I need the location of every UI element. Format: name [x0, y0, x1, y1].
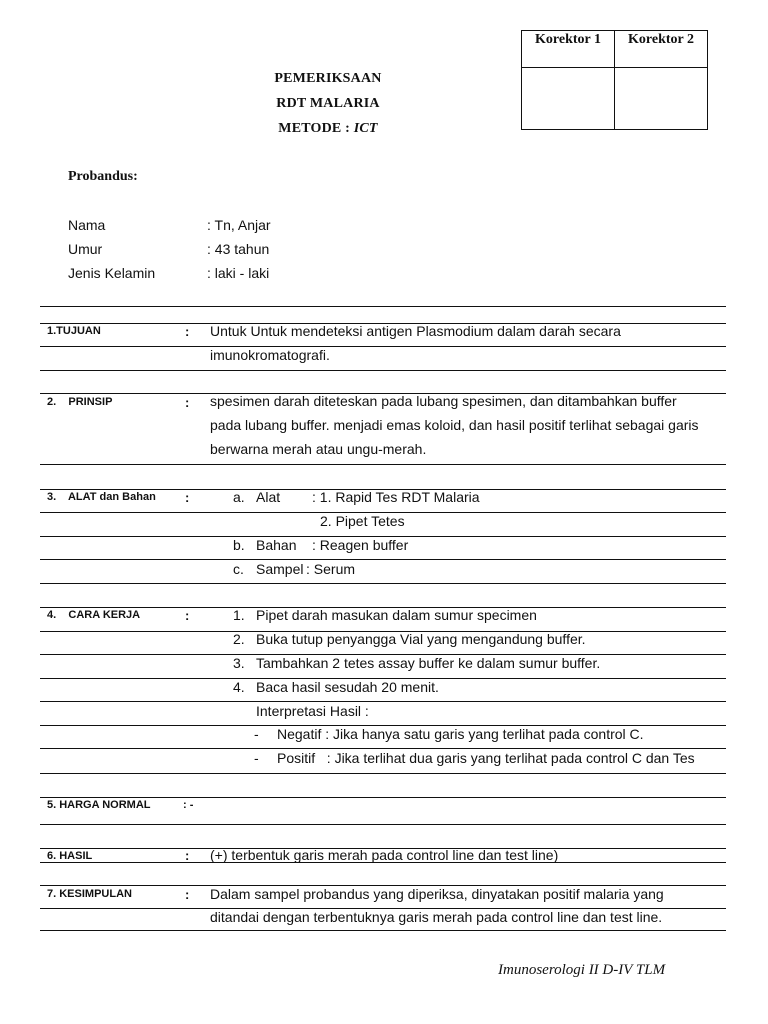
alat-item-value: : 1. Rapid Tes RDT Malaria — [312, 489, 480, 505]
prinsip-line: spesimen darah diteteskan pada lubang spesimen, dan ditambahkan buffer — [210, 393, 677, 409]
rule — [40, 701, 726, 702]
rule — [40, 464, 726, 465]
umur-label: Umur — [68, 241, 103, 257]
alat-item-value: : Reagen buffer — [312, 537, 409, 553]
rule — [40, 748, 726, 749]
step-number: 2. — [233, 631, 245, 647]
step-text: Tambahkan 2 tetes assay buffer ke dalam sumur buffer. — [256, 655, 601, 671]
alat-item-marker: c. — [233, 561, 244, 577]
nama-label: Nama — [68, 217, 106, 233]
prinsip-label: 2. PRINSIP — [47, 396, 113, 408]
step-number: 1. — [233, 607, 245, 623]
title-metode — [0, 121, 656, 137]
rule — [40, 306, 726, 307]
rule — [40, 583, 726, 584]
interpretasi-negatif: Negatif : Jika hanya satu garis yang terlihat pada control C. — [277, 726, 644, 742]
rule — [40, 797, 726, 798]
probandus-heading: Probandus: — [68, 169, 138, 184]
alat-item-value: : Serum — [306, 561, 356, 577]
step-text: Baca hasil sesudah 20 menit. — [256, 679, 439, 695]
alat-item-name: Alat — [256, 489, 281, 505]
prinsip-line: berwarna merah atau ungu-merah. — [210, 441, 427, 457]
step-text: Buka tutup penyangga Vial yang mengandung buffer. — [256, 631, 586, 647]
alat-colon: : — [185, 490, 190, 505]
alat-item-name: Sampel — [256, 561, 304, 577]
kesimpulan-colon: : — [185, 887, 190, 902]
hasil-label: 6. HASIL — [47, 850, 93, 862]
interpretasi-dash: - — [254, 726, 259, 742]
metode-label: METODE : — [278, 121, 354, 136]
alat-item-marker: b. — [233, 537, 245, 553]
umur-value: : 43 tahun — [207, 241, 270, 257]
kesimpulan-label: 7. KESIMPULAN — [47, 888, 132, 900]
harga-normal-label: 5. HARGA NORMAL — [47, 799, 151, 811]
hasil-text: (+) terbentuk garis merah pada control line dan test line) — [210, 847, 559, 863]
tujuan-line: Untuk Untuk mendeteksi antigen Plasmodium dalam darah secara — [210, 323, 621, 339]
step-number: 3. — [233, 655, 245, 671]
title-line-2: RDT MALARIA — [276, 96, 380, 111]
alat-label: 3. ALAT dan Bahan — [47, 491, 156, 503]
interpretasi-title: Interpretasi Hasil : — [256, 703, 369, 719]
harga-normal-value: : - — [183, 799, 194, 811]
prinsip-line: pada lubang buffer. menjadi emas koloid, dan hasil positif terlihat sebagai garis — [210, 417, 699, 433]
interpretasi-positif: Positif : Jika terlihat dua garis yang terlihat pada control C dan Tes — [277, 750, 695, 766]
alat-item-name: Bahan — [256, 537, 297, 553]
korektor-1-header: Korektor 1 — [535, 32, 601, 47]
interpretasi-dash: - — [254, 750, 259, 766]
rule — [40, 346, 726, 347]
alat-item-marker: a. — [233, 489, 245, 505]
tujuan-colon: : — [185, 324, 190, 339]
rule — [40, 370, 726, 371]
rule — [40, 559, 726, 560]
rule — [40, 930, 726, 931]
kesimpulan-line: ditandai dengan terbentuknya garis merah pada control line dan test line. — [210, 909, 663, 925]
step-number: 4. — [233, 679, 245, 695]
hasil-colon: : — [185, 848, 190, 863]
cara-kerja-colon: : — [185, 608, 190, 623]
rule — [40, 824, 726, 825]
alat-item-value: 2. Pipet Tetes — [320, 513, 405, 529]
prinsip-colon: : — [185, 395, 190, 410]
tujuan-label: 1.TUJUAN — [47, 325, 101, 337]
korektor-2-header: Korektor 2 — [628, 32, 694, 47]
metode-value: ICT — [353, 121, 378, 136]
step-text: Pipet darah masukan dalam sumur specimen — [256, 607, 537, 623]
title-line-1: PEMERIKSAAN — [274, 71, 382, 86]
jenis-kelamin-value: : laki - laki — [207, 265, 270, 281]
footer-text: Imunoserologi II D-IV TLM — [498, 962, 666, 978]
jenis-kelamin-label: Jenis Kelamin — [68, 265, 156, 281]
nama-value: : Tn, Anjar — [207, 217, 271, 233]
cara-kerja-label: 4. CARA KERJA — [47, 609, 141, 621]
kesimpulan-line: Dalam sampel probandus yang diperiksa, dinyatakan positif malaria yang — [210, 886, 664, 902]
rule — [40, 773, 726, 774]
tujuan-line: imunokromatografi. — [210, 347, 330, 363]
